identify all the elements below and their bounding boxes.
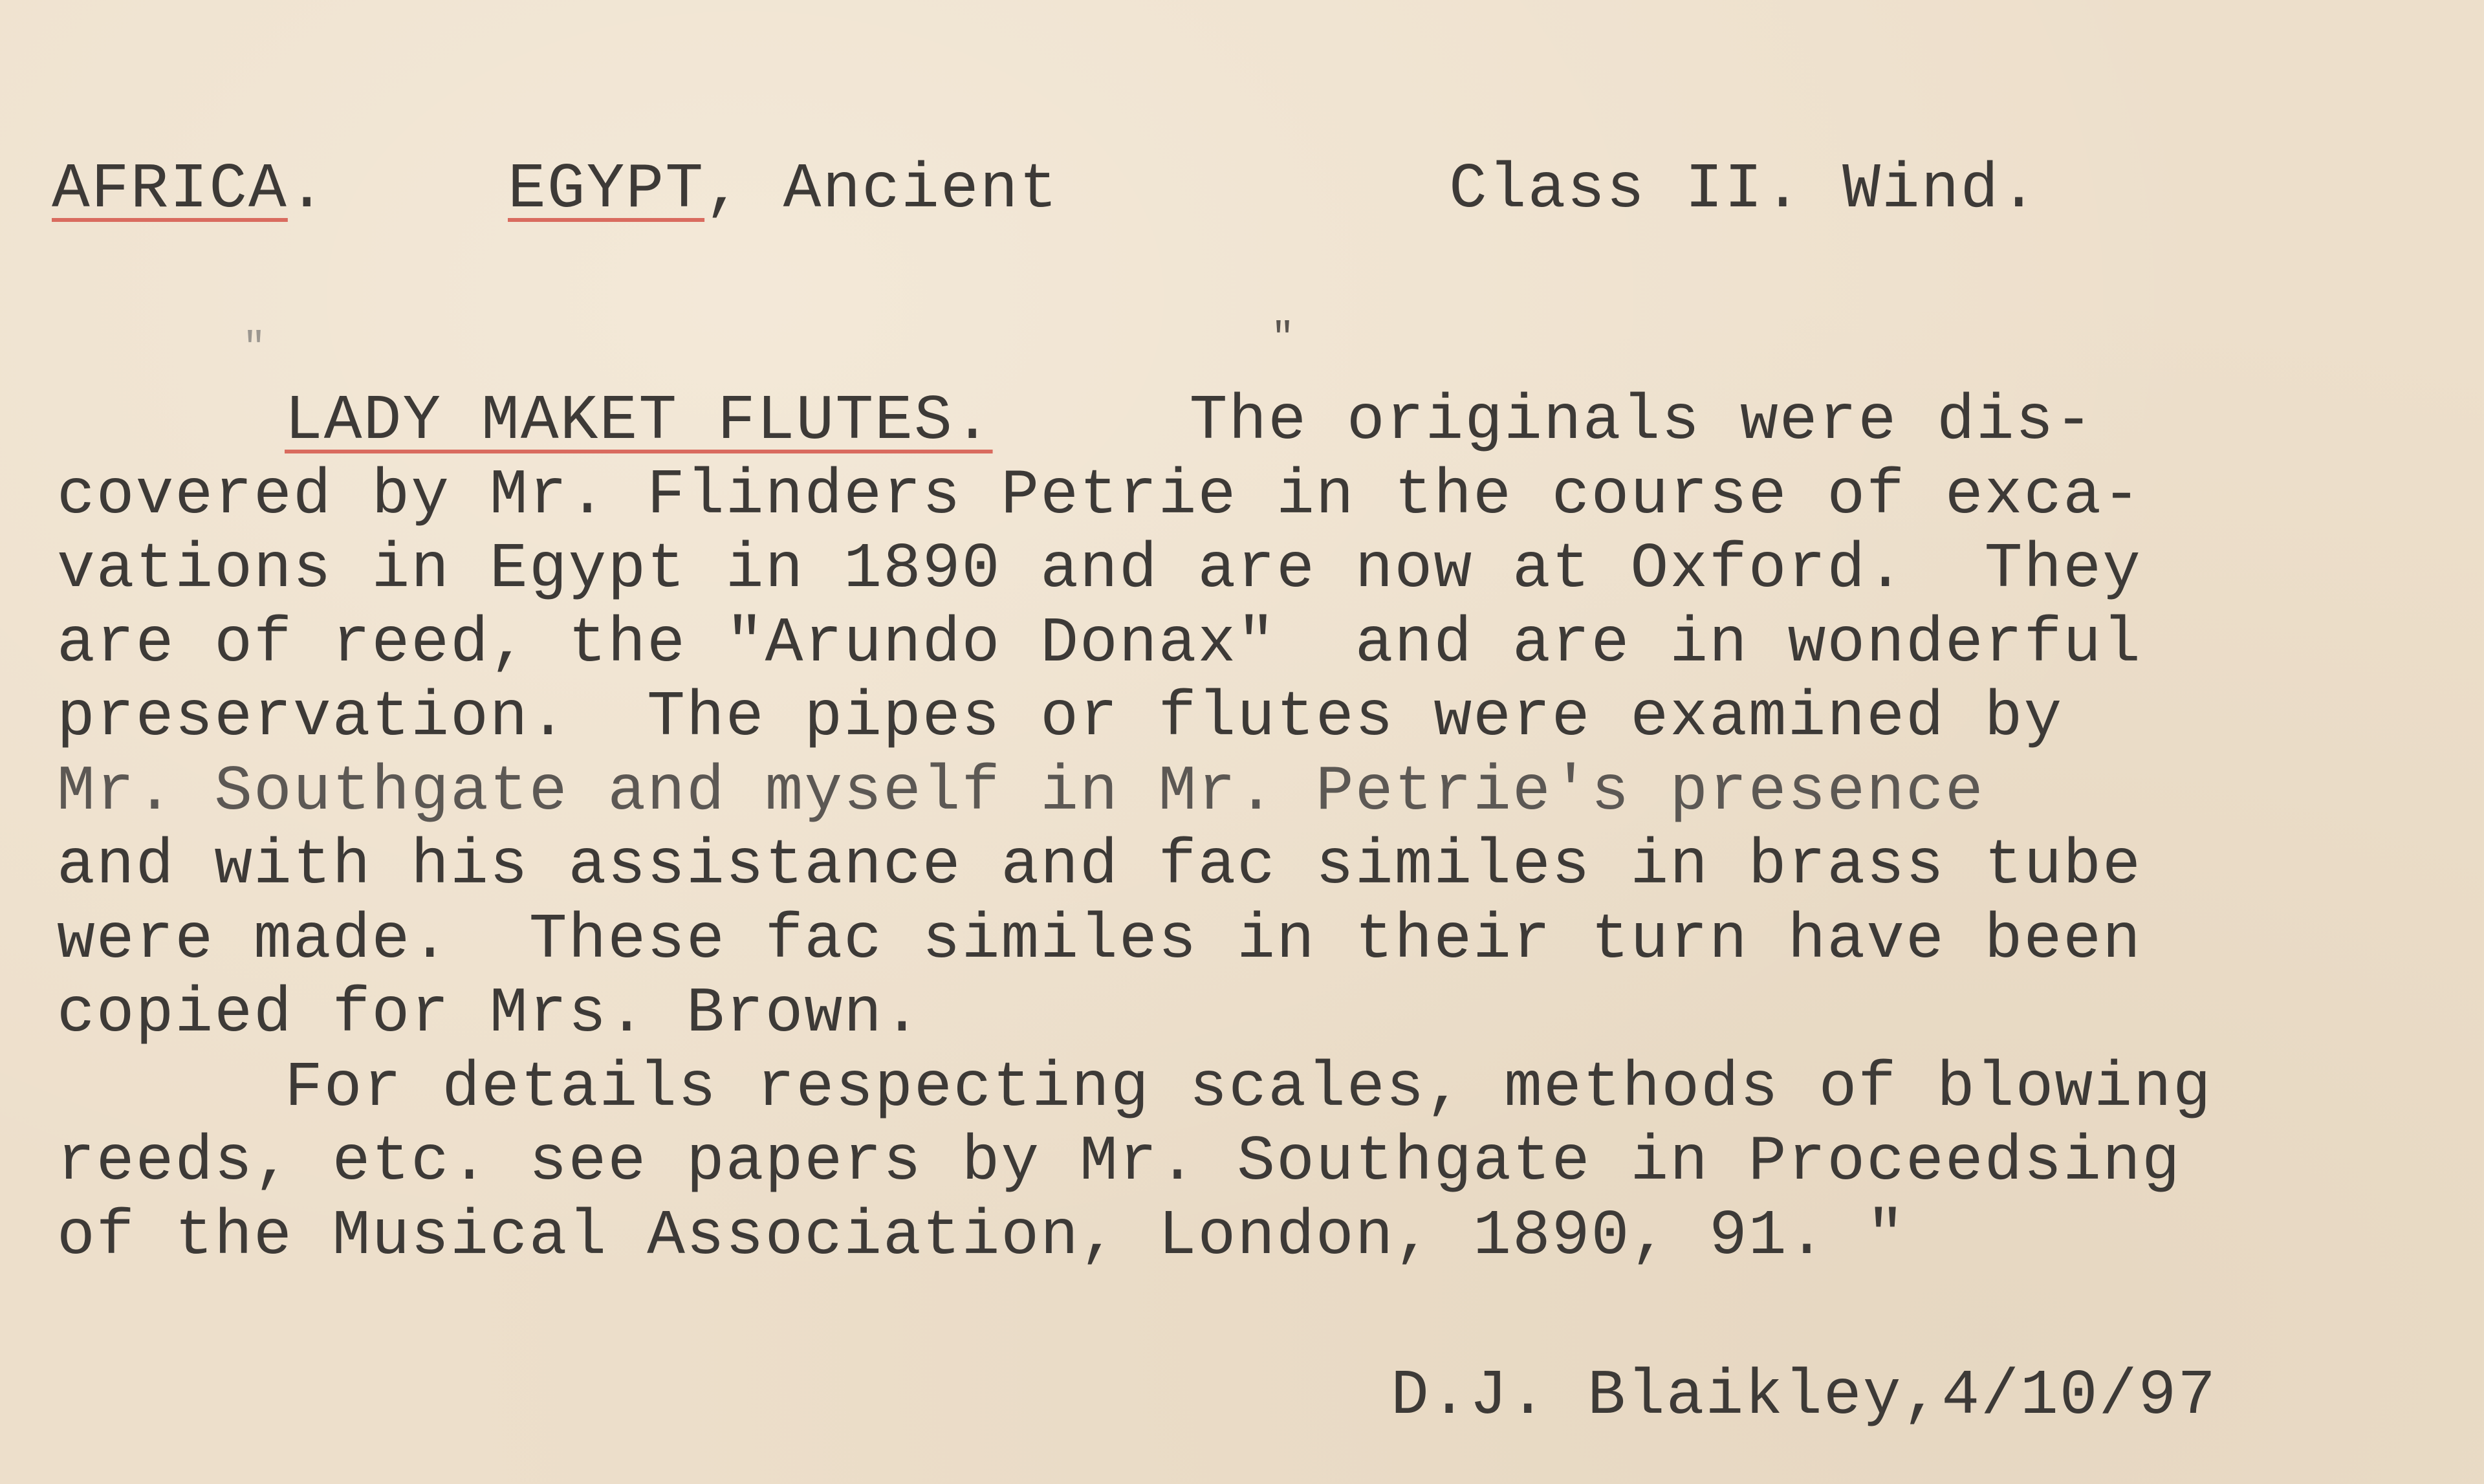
header-continent — [52, 154, 327, 226]
header-class: Class II. Wind. — [1449, 154, 2040, 226]
body-line: vations in Egypt in 1890 and are now at Oxford. They — [57, 534, 2142, 606]
body-line: and with his assistance and fac similes in brass tube — [57, 830, 2142, 902]
body-line: covered by Mr. Flinders Petrie in the course of exca- — [57, 459, 2142, 532]
ditto-mark: " — [1271, 317, 1295, 361]
body-line-text: The originals were dis- — [992, 386, 2095, 457]
body-line: copied for Mrs. Brown. — [57, 978, 922, 1050]
body-line: preservation. The pipes or flutes were examined by — [57, 682, 2064, 754]
body-line: of the Musical Association, London, 1890, 91. " — [57, 1200, 1906, 1272]
body-line: are of reed, the "Arundo Donax" and are in wonderful — [57, 607, 2142, 680]
body-line: For details respecting scales, methods of blowing — [285, 1052, 2212, 1124]
signature-line: D.J. Blaikley,4/10/97 — [1391, 1360, 2217, 1432]
body-line: Mr. Southgate and myself in Mr. Petrie's presence — [57, 756, 1985, 828]
body-line: were made. These fac similes in their turn have been — [57, 904, 2142, 976]
card-body — [57, 385, 2212, 1274]
body-line: reeds, etc. see papers by Mr. Southgate in Proceedsing — [57, 1126, 2181, 1198]
continent-separator: . — [287, 154, 327, 226]
ditto-mark: " — [243, 327, 267, 371]
country-suffix: , Ancient — [704, 154, 1059, 226]
continent-label: AFRICA — [52, 154, 288, 226]
header-country — [508, 154, 1059, 226]
country-label: EGYPT — [508, 154, 705, 226]
body-line-title — [57, 385, 2212, 459]
instrument-title: LADY MAKET FLUTES. — [285, 386, 993, 457]
